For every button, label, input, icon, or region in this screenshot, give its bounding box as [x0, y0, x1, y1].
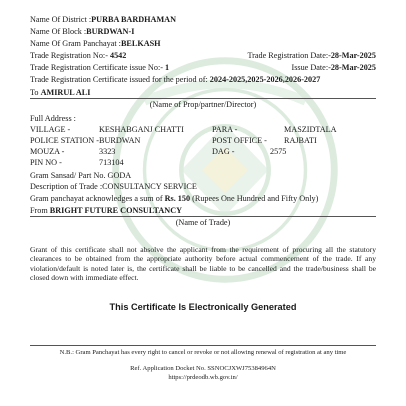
trade-reg-date-value: 28-Mar-2025: [330, 51, 376, 60]
block-line: [30, 27, 134, 37]
mouza-label: MOUZA -: [30, 147, 65, 156]
panchayat-line: [30, 39, 161, 49]
divider: [30, 345, 376, 346]
divider: [30, 98, 376, 99]
pin-label: PIN NO -: [30, 158, 62, 167]
trade-reg-no-label: Trade Registration No:-: [30, 51, 108, 60]
cert-issue-no-line: [30, 63, 169, 73]
footer-note: N.B.: Gram Panchayat has every right to cancel or revoke or not allowing renewal of registration at any time: [59, 349, 347, 356]
electronic-generation-note: This Certificate Is Electronically Generated: [109, 302, 297, 312]
period-label: Trade Registration Certificate issued for the period of:: [30, 75, 208, 84]
para-value: MASZIDTALA: [284, 125, 337, 134]
pin-value: 713104: [99, 158, 124, 167]
trade-reg-date-line: [247, 51, 376, 61]
dag-label: DAG -: [212, 147, 235, 156]
trade-reg-no-value: 4542: [109, 51, 127, 60]
portal-url: https://prdeodb.wb.gov.in/: [168, 374, 238, 381]
district-line: [30, 15, 176, 25]
fee-amount: Rs. 150: [164, 194, 191, 203]
post-office-value: RAJBATI: [284, 136, 317, 145]
block-label: Name Of Block :: [30, 27, 87, 36]
trade-description: Description of Trade :CONSULTANCY SERVICE: [30, 182, 197, 191]
cert-issue-no-value: 1: [165, 63, 170, 72]
panchayat-value: BELKASH: [120, 39, 161, 48]
dag-value: 2575: [270, 147, 287, 156]
trade-name: BRIGHT FUTURE CONSULTANCY: [49, 206, 183, 215]
disclaimer-paragraph: Grant of this certificate shall not absolve the applicant from the requirement of procuring all the statutory clearances to be obtained from the appropriate authority before actual commencement of the trade. If any violation/default is noted later is, the certificate shall be liable to be cancelled and the trade/business shall be closed down with immediate effect.: [30, 245, 376, 283]
trade-reg-date-label: Trade Registration Date:-: [247, 51, 331, 60]
para-label: PARA -: [212, 125, 238, 134]
ack-prefix: Gram panchayat acknowledges a sum of: [30, 194, 163, 203]
post-office-label: POST OFFICE -: [212, 136, 267, 145]
panchayat-label: Name Of Gram Panchayat :: [30, 39, 121, 48]
to-label: To: [30, 88, 39, 97]
issue-date-value: 28-Mar-2025: [330, 63, 376, 72]
fee-amount-words: (Rupees One Hundred and Fifty Only): [192, 194, 319, 203]
full-address-label: Full Address :: [30, 114, 76, 123]
cert-issue-no-label: Trade Registration Certificate issue No:-: [30, 63, 163, 72]
gram-sansad: Gram Sansad/ Part No. GODA: [30, 171, 132, 180]
police-station-label: POLICE STATION -: [30, 136, 99, 145]
period-value: 2024-2025,2025-2026,2026-2027: [209, 75, 321, 84]
issue-date-label: Issue Date:-: [291, 63, 331, 72]
acknowledgement-line: [30, 194, 318, 204]
block-value: BURDWAN-I: [86, 27, 135, 36]
issue-date-line: [291, 63, 376, 73]
period-line: [30, 75, 320, 85]
police-station-value: BURDWAN: [99, 136, 141, 145]
divider: [30, 216, 376, 217]
proprietor-name: AMIRUL ALI: [40, 88, 91, 97]
district-label: Name Of District :: [30, 15, 92, 24]
from-line: [30, 206, 182, 216]
village-label: VILLAGE -: [30, 125, 71, 134]
mouza-value: 3323: [99, 147, 116, 156]
to-line: [30, 88, 90, 98]
trade-caption: (Name of Trade): [175, 218, 231, 227]
village-value: KESHABGANJ CHATTI: [99, 125, 184, 134]
district-value: PURBA BARDHAMAN: [91, 15, 177, 24]
docket-number: Ref. Application Docket No. SSNOCJXWJ75384964N: [130, 365, 276, 372]
from-label: From: [30, 206, 48, 215]
prop-caption: (Name of Prop/partner/Director): [149, 100, 257, 109]
trade-reg-no-line: [30, 51, 126, 61]
